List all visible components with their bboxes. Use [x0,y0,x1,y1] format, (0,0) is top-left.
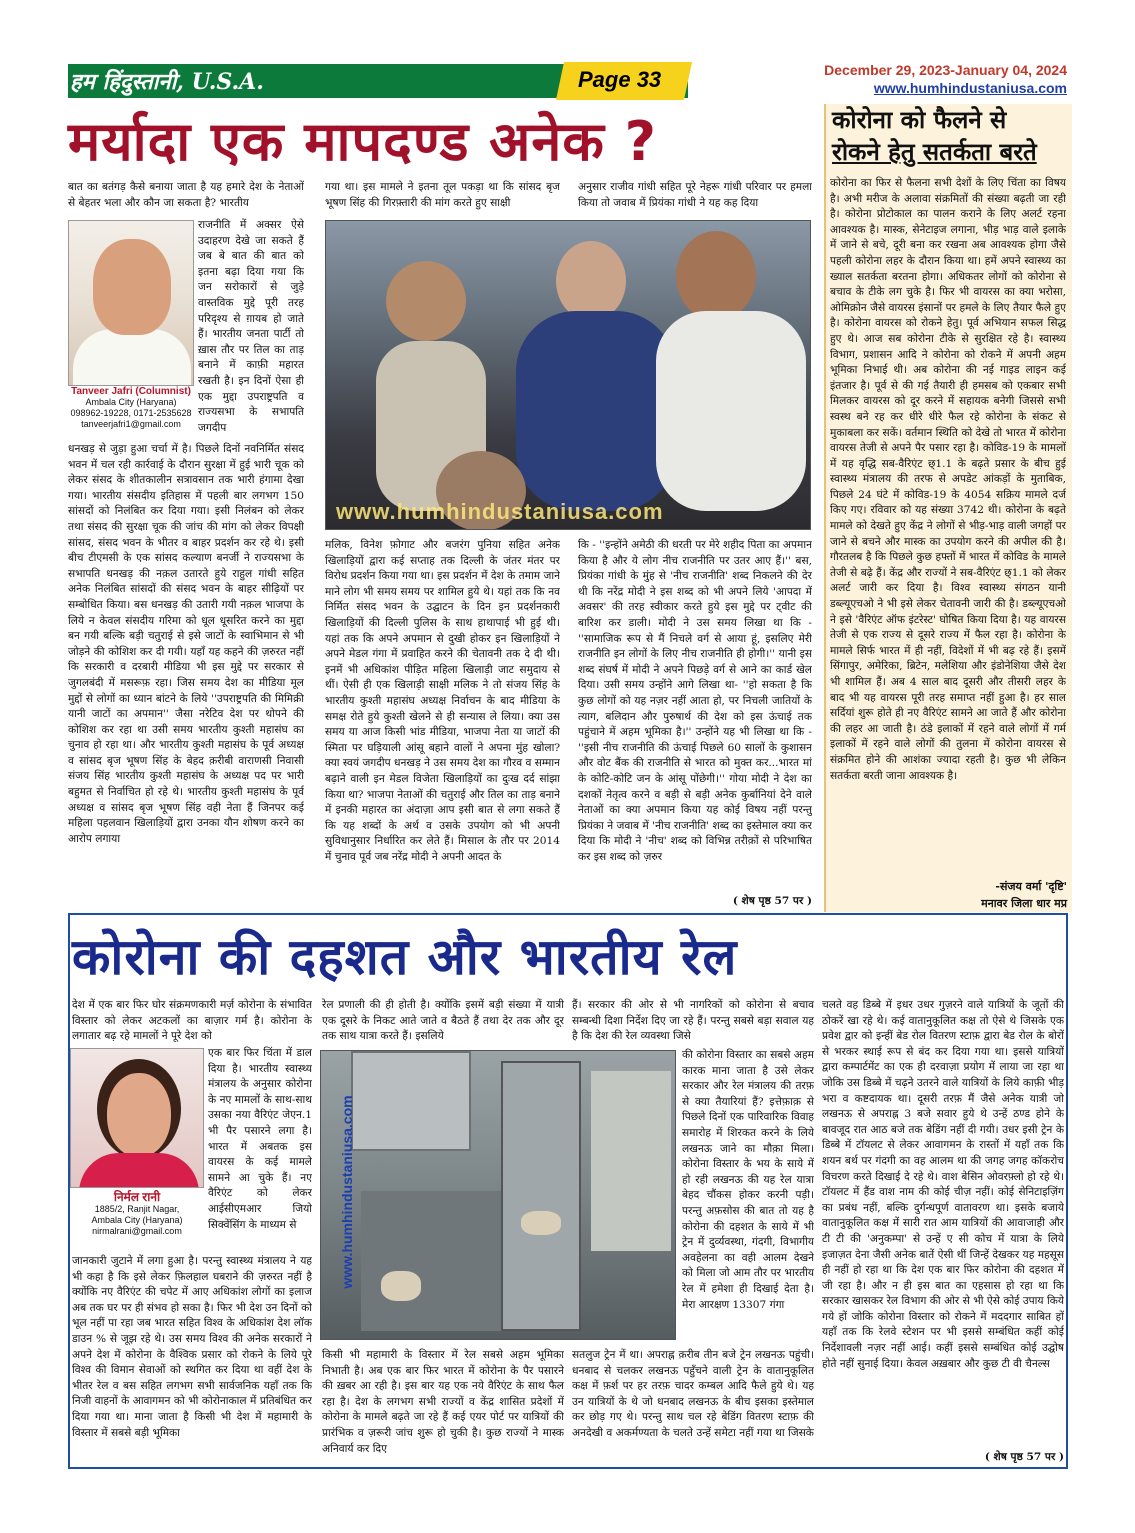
article1-col2-body: मलिक, विनेश फ़ोगाट और बजरंग पुनिया सहित अनेक खिलाड़ियों द्वारा कई सप्ताह तक दिल्ली के जंतर मंतर पर विरोध प्रदर्शन किया गया था। इस प्रदर्शन में देश के तमाम जाने माने लोग भी समय समय पर शामिल हुये थे। यहां तक कि नव निर्मित संसद भवन के उद्घाटन के दिन इन प्रदर्शनकारी खिलाड़ियों की दिल्ली पुलिस के साथ हाथापाई भी हुई थी। यहां तक कि अपने अपमान से दुखी होकर इन खिलाड़ियों ने अपने मेडल गंगा में प्रवाहित करने की चेतावनी तक दे दी थी। इनमें भी अधिकांश पीड़ित महिला खिलाड़ी जाट समुदाय से थीं। ऐसी ही एक खिलाड़ी साक्षी मलिक ने तो संजय सिंह के भारतीय कुश्ती महासंघ अध्यक्ष निर्वाचन के बाद मीडिया के समक्ष रोते हुये कुश्ती खेलने से ही सन्यास ले लिया। क्या उस समय या आज किसी भांड मीडिया, भाजपा नेता या जाटों की स्मिता पर घड़ियाली आंसू बहाने वालों ने अपना मुंह खोला? क्या स्वयं जगदीप धनखड़ ने उस समय देश का गौरव व सम्मान बढ़ाने वाली इन मेडल विजेता खिलाड़ियों का दुःख दर्द सांझा किया था? भाजपा नेताओं की चतुराई और तिल का ताड़ बनाने में इनकी महारत का अंदाज़ा आप इसी बात से लगा सकते हैं कि यह शब्दों के अर्थ व उसके उपयोग को भी अपनी सुविधानुसार निर्धारित कर लेते हैं। मिसाल के तौर पर 2014 में चुनाव पूर्व जब नरेंद्र मोदी ने अपनी आदत के [325,539,560,863]
author-name: Tanveer Jafri (Columnist) [71,386,191,397]
article2-continued: ( शेष पृष्ठ 57 पर ) [984,1451,1064,1463]
author2-address: 1885/2, Ranjit Nagar, [94,1204,180,1214]
article2-col2-body: किसी भी महामारी के विस्तार में रेल सबसे अहम भूमिका निभाती है। अब एक बार फिर भारत में कोरोना के पैर पसारने की ख़बर आ रही है। इस बार यह एक नये वैरिएंट के साथ फैल रहा है। देश के लगभग सभी राज्यों व केंद्र शासित प्रदेशों में कोरोना के मामले बढ़ते जा रहे हैं कई एयर पोर्ट पर यात्रियों की प्रारंभिक व ज़रूरी जांच शुरू हो चुकी है। कुछ राज्यों ने मास्क अनिवार्य कर दिए [322,1349,564,1455]
sidebar-headline [832,104,1068,168]
author-photo [68,220,194,386]
sidebar-author: -संजय वर्मा 'दृष्टि' [995,880,1067,893]
article2-col2-intro: रेल प्रणाली की ही होती है। क्योंकि इसमें बड़ी संख्या में यात्री एक दूसरे के निकट आते जाते व बैठते हैं तथा देर तक और दूर तक साथ यात्रा करते हैं। इसलिये [322,999,564,1043]
article2-col1-body: जानकारी जुटाने में लगा हुआ है। परन्तु स्वास्थ्य मंत्रालय ने यह भी कहा है कि इसे लेकर फ़िलहाल घबराने की ज़रुरत नहीं है क्योंकि नए वैरिएंट की चपेट में आए अधिकांश लोगों का इलाज अब तक घर पर ही संभव हो सका है। फिर भी देश उन दिनों को भूल नहीं पा रहा जब भारत सहित विश्व के अधिकांश देश लॉक डाउन % से जूझ रहे थे। उस समय विश्व की अनेक सरकारों ने अपने देश में कोरोना के वैश्विक प्रसार को रोकने के लिये पूरे विश्व की विमान सेवाओं को स्थगित कर दिया था वहीं देश के भीतर रेल व बस सहित लगभग सभी सार्वजनिक यहाँ तक कि निजी वाहनों के आवागमन को भी कोरोनाकाल में प्रतिबंधित कर दिया गया था। माना जाता है किसी भी देश में महामारी के विस्तार में सबसे बड़ी भूमिका [72,1255,312,1439]
article2-col4-body: चलते वह डिब्बे में इधर उधर गुज़रने वाले यात्रियों के जूतों की ठोकरें खा रहे थे। कई वातानुकूलित कक्ष तो ऐसे थे जिसके एक प्रवेश द्वार को इन्हीं बेड रोल वितरण स्टाफ़ द्वारा बेड रोल के बोरों से भरकर स्थाई रूप से बंद कर दिया गया था। इससे यात्रियों द्वारा कम्पार्टमेंट का एक ही दरवाज़ा प्रयोग में लाया जा रहा था जोकि उस डिब्बे में चढ़ने उतरने वाले यात्रियों के लिये काफ़ी भीड़ भरा व कष्टदायक था। दूसरी तरफ़ मैं जैसे अनेक यात्री जो लखनऊ से अपराह्न 3 बजे सवार हुये थे उन्हें ठण्ड होने के बावजूद रात आठ बजे तक बेडिंग नहीं दी गयी। उधर इसी ट्रेन के डिब्बे में टॉयलट से लेकर आवागमन के रास्तों में यहाँ तक कि शयन बर्थ पर गंदगी का वह आलम था की जगह जगह कॉकरोच विचरण करते दिखाई दे रहे थे। वाश बेसिन ओवरफ़्लो हो रहे थे। टॉयलट में हैंड वाश नाम की कोई चीज़ नहीं। कोई सेनिटाइज़िंग का प्रबंध नहीं, बल्कि दुर्गन्धपूर्ण वातावरण था। इसके बजाये वातानुकूलित कक्ष में सारी रात आम यात्रियों की आवाजाही और टी टी की 'अनुकम्पा' से उन्हें ए सी कोच में यात्रा के लिये इजाज़त देना जैसी अनेक बातें ऐसी थीं जिन्हें देखकर यह महसूस ही नहीं हो रहा था कि देश एक बार फिर कोरोना की दहशत में जी रहा है। और न ही इस बात का एहसास हो रहा था कि सरकार खासकर रेल विभाग की ओर से भी ऐसे कोई उपाय किये गये हों जोकि कोरोना विस्तार को रोकने में मददगार साबित हों यहाँ तक कि रेलवे स्टेशन पर भी इससे सम्बंधित कहीं कोई निर्देशावली नज़र नहीं आई। कहीं इससे सम्बंधित कोई उद्घोष होते नहीं सुनाई दिया। केवल अख़बार और कुछ टी वी चैनल्स [822,999,1064,1370]
masthead-title: हम हिंदुस्तानी, U.S.A. [70,69,264,95]
article1-col1-side: राजनीति में अक्सर ऐसे उदाहरण देखे जा सकते हैं जब बे बात की बात को इतना बढ़ा दिया गया कि जन सरोकारों से जुड़े वास्तविक मुद्दे पूरी तरह परिदृश्य से ग़ायब हो जाते हैं। भारतीय जनता पार्टी तो ख़ास तौर पर तिल का ताड़ बनाने में काफ़ी महारत रखती है। इन दिनों ऐसा ही एक मुद्दा उपराष्ट्रपति व राज्यसभा के सभापति जगदीप [198,219,304,434]
author2-name: निर्मल रानी [113,1190,161,1204]
article1-col2-intro: गया था। इस मामले ने इतना तूल पकड़ा था कि सांसद बृज भूषण सिंह की गिरफ़्तारी की मांग करते हुए साक्षी [325,181,560,209]
author-card [68,386,194,436]
wrestling-protest-photo [325,220,811,530]
article2-col3-intro: हैं। सरकार की ओर से भी नागरिकों को कोरोना से बचाव सम्बन्धी दिशा निर्देश दिए जा रहे हैं। परन्तु सबसे बड़ा सवाल यह है कि देश की रेल व्यवस्था जिसे [572,999,814,1043]
page-number: Page 33 [578,67,662,92]
author2-city: Ambala City (Haryana) [91,1215,183,1225]
article1-col3-body: कि - ''इन्होंने अमेठी की धरती पर मेरे शहीद पिता का अपमान किया है और ये लोग नीच राजनीति पर उतर आए हैं।'' बस, प्रियंका गांधी के मुंह से 'नीच राजनीति' शब्द निकलने की देर थी कि नरेंद्र मोदी ने इस शब्द को भी अपने लिये 'आपदा में अवसर' की तरह स्वीकार करते हुये इस मुद्दे पर ट्वीट की बारिश कर डाली। मोदी ने उस समय लिखा था कि - ''सामाजिक रूप से मैं निचले वर्ग से आया हूं, इसलिए मेरी राजनीति इन लोगों के लिए नीच राजनीति ही होगी।'' यानी इस शब्द संघर्ष में मोदी ने अपने पिछड़े वर्ग से आने का कार्ड खेल दिया। उसी समय उन्होंने आगे लिखा था- ''हो सकता है कि कुछ लोगों को यह नज़र नहीं आता हो, पर निचली जातियों के त्याग, बलिदान और पुरुषार्थ की देश को इस ऊंचाई तक पहुंचाने में अहम भूमिका है।'' उन्होंने यह भी लिखा था कि - ''इसी नीच राजनीति की ऊंचाई पिछले 60 सालों के कुशासन और वोट बैंक की राजनीति से भारत को मुक्त कर...भारत मां के कोटि-कोटि जन के आंसू पोंछेगी।'' गोया मोदी ने देश का दशकों नेतृत्व करने व बड़ी से बड़ी अनेक कुर्बानियां देने वाले नेताओं का क्या अपमान किया यह कोई विषय नहीं परन्तु प्रियंका ने जवाब में 'नीच राजनीति' शब्द का इस्तेमाल क्या कर दिया कि मोदी ने 'नीच' शब्द को विभिन्न तरीक़ों से परिभाषित कर इस शब्द को ज़रुर [578,539,812,863]
article2-col1-side: एक बार फिर चिंता में डाल दिया है। भारतीय स्वास्थ्य मंत्रालय के अनुसार कोरोना के नए मामलों के साथ-साथ उसका नया वैरिएंट जेएन.1 भी पैर पसारने लगा है। भारत में अबतक इस वायरस के कई मामले सामने आ चुके हैं। नए वैरिएंट को लेकर आईसीएमआर जियो सिक्वेंसिंग के माध्यम से [208,1047,312,1231]
sidebar-signature [981,878,1067,912]
author-email: tanveerjafri1@gmail.com [81,419,181,429]
train-photo-watermark: www.humhindustaniusa.com [339,1095,355,1289]
article2-col3-side: की कोरोना विस्तार का सबसे अहम कारक माना जाता है उसे लेकर सरकार और रेल मंत्रालय की तरफ़ से क्या तैयारियां हैं? इत्तेफ़ाक़ से पिछले दिनों एक पारिवारिक विवाह समारोह में शिरकत करने के लिये लखनऊ जाने का मौक़ा मिला। कोरोना विस्तार के भय के साये में हो रही लखनऊ की यह रेल यात्रा बेहद चौंकस होकर करनी पड़ी। परन्तु अफ़सोस की बात तो यह है कोरोना की दहशत के साये में भी ट्रेन में दुर्व्यवस्था, गंदगी, विभागीय अवहेलना का वही आलम देखने को मिला जो आम तौर पर भारतीय रेल में हमेशा ही दिखाई देता है। मेरा आरक्षण 13307 गंगा [682,1049,814,1311]
sidebar-body: कोरोना का फिर से फैलना सभी देशों के लिए चिंता का विषय है। अभी मरीज के अलावा संक्रमितों की संख्या बढ़ती जा रही है। कोरोना प्रोटोकाल का पालन कराने के लिए अलर्ट रहना आवश्यक है। मास्क, सेनेटाइज लगाना, भीड़ भाड़ वाले इलाके में जाने से बचे, दूरी बना कर रखना अब आवश्यक होगा जैसे पहली कोरोना लहर के दौरान किया था। हमें अपने स्वास्थ्य का ख्याल सतर्कता बरतना होगा। अधिकतर लोगों को कोरोना से बचाव के टीके लग चुके है। फिर भी वायरस का क्या भरोसा, ओमिक्रोन जैसे वायरस इंसानों पर हमले के लिए तैयार फैले हुए है। कोरोना वायरस को रोकने हेतु। पूर्व अभियान सफल सिद्ध हुए थे। आज सब कोरोना टीके से सुरक्षित रहे है। स्वास्थ्य विभाग, प्रशासन आदि ने कोरोना को रोकने में अपनी अहम भूमिका निभाई थी। अब कोरोना की नई गाइड लाइन कई इंतजार है। पूर्व से की गई तैयारी ही हमसब को एकबार सभी मिलकर वायरस को दूर करने में सहायक बनेगी जिससे सभी स्वस्थ बने रह कर धीरे धीरे फैल रहे कोरोना के संकट से मुकाबला कर सकें। वर्तमान स्थिति को देखे तो भारत में कोरोना वायरस तेजी से अपने पैर पसार रहा है। कोविड-19 के मामलों में यह वृद्धि सब-वैरिएंट छ्1.1 के बढ़ते प्रसार के बीच हुई स्वास्थ्य मंत्रालय की तरफ से अपडेट आंकड़ों के मुताबिक, पिछले 24 घंटे में कोविड-19 के 4054 सक्रिय मामले दर्ज किए गए। रविवार को यह संख्या 3742 थी। कोरोना के बढ़ते मामले को देखते हुए केंद्र ने लोगों से भीड़-भाड़ वाली जगहों पर जाने से बचने और मास्क का उपयोग करने की अपील की है। गौरतलब है कि पिछले कुछ हफ्तों में भारत में कोविड के मामले तेजी से बढ़े हैं। केंद्र और राज्यों ने सब-वैरिएंट छ्1.1 को लेकर अलर्ट जारी कर दिया है। विश्व स्वास्थ्य संगठन यानी डब्ल्यूएचओ ने भी इसे लेकर चेतावनी जारी की है। डब्ल्यूएचओ ने इसे 'वैरिएंट ऑफ इंटरेस्ट' घोषित किया दिया है। यह वायरस तेजी से एक राज्य से दूसरे राज्य में फैल रहा है। कोरोना के मामले सिर्फ भारत में ही नहीं, विदेशों में भी बढ़ रहे हैं। इसमें सिंगापुर, अमेरिका, ब्रिटेन, मलेशिया और इंडोनेशिया जैसे देश भी शामिल हैं। अब 4 साल बाद दूसरी और तीसरी लहर के बाद भी यह वायरस पूरी तरह समाप्त नहीं हुआ है। हर साल सर्दियां शुरू होते ही नए वैरिएंट सामने आ जाते हैं और कोरोना की लहर आ जाती है। ठंडे इलाकों में रहने वाले लोगों में गर्म इलाकों में रहने वाले लोगों की तुलना में कोरोना वायरस से संक्रमित होने की आशंका ज्यादा रहती है। कुछ भी लेकिन सतर्कता बरती जाना आवश्यक है। [830,177,1066,782]
author2-photo [70,1048,204,1188]
issue-date: December 29, 2023-January 04, 2024 [824,62,1067,78]
author2-card [70,1190,204,1246]
author-city: Ambala City (Haryana) [85,397,177,407]
sidebar-headline-line1: कोरोना को फैलने से [832,106,1007,134]
website-link[interactable]: www.humhindustaniusa.com [873,80,1067,96]
article1-headline: मर्यादा एक मापदण्ड अनेक ? [68,110,657,173]
sidebar-place: मनावर जिला धार मप्र [981,897,1067,910]
photo-watermark: www.humhindustaniusa.com [336,499,664,524]
article2-headline: कोरोना की दहशत और भारतीय रेल [72,928,738,986]
article2-col3-body: सतलुज ट्रेन में था। अपराह्न क़रीब तीन बजे ट्रेन लखनऊ पहुंची। धनबाद से चलकर लखनऊ पहुँचने वाली ट्रेन के वातानुकूलित कक्ष में फ़र्श पर हर तरफ़ चादर कम्बल आदि फैले हुये थे। यह उन यात्रियों के थे जो धनबाद लखनऊ के बीच इसका इस्तेमाल कर छोड़ गए थे। परन्तु साथ चल रहे बेडिंग वितरण स्टाफ़ की अनदेखी व अकर्मण्यता के चलते उन्हें समेटा नहीं गया था जिसके [572,1349,814,1439]
train-coach-photo [320,1050,676,1340]
article1-continued: ( शेष पृष्ठ 57 पर ) [732,895,812,907]
author-phone: 098962-19228, 0171-2535628 [70,408,192,418]
article2-col1-intro: देश में एक बार फिर घोर संक्रमणकारी मर्ज़ कोरोना के संभावित विस्तार को लेकर अटकलों का बाज़ार गर्म है। कोरोना के लगातार बढ़ रहे मामलों ने पूरे देश को [72,999,312,1043]
author2-email: nirmalrani@gmail.com [92,1226,182,1236]
article1-col1-body: धनखड़ से जुड़ा हुआ चर्चा में है। पिछले दिनों नवनिर्मित संसद भवन में चल रही कार्रवाई के दौरान सुरक्षा में हुई भारी चूक को लेकर संसद के शीतकालीन सत्रावसान तक भारी हंगामा देखा गया। भारतीय संसदीय इतिहास में पहली बार लगभग 150 सांसदों को निलंबित कर दिया गया। इसी निलंबन को लेकर तथा संसद की सुरक्षा चूक की जांच की मांग को लेकर विपक्षी सांसद, संसद भवन के भीतर व बाहर प्रदर्शन कर रहे थे। इसी बीच टीएमसी के एक सांसद कल्याण बनर्जी ने राज्यसभा के सभापति धनखड़ की नक़ल उतारते हुये राहुल गांधी सहित अनेक निलंबित सांसदों की संसद भवन के बाहर सीढ़ियों पर सम्बोधित किया। बस धनखड़ की उतारी गयी नक़ल भाजपा के लिये न केवल संसदीय गरिमा को धूल धूसरित करने का मुद्दा बन गयी बल्कि बड़ी चतुराई से इसे जाटों के स्वाभिमान से भी जोड़ने की कोशिश कर दी गयी। यहाँ यह कहने की ज़रुरत नहीं कि सरकारी व दरबारी मीडिया भी इस मुद्दे पर सरकार से जुगलबंदी में मसरूफ़ रहा। जिस समय देश का मीडिया मूल मुद्दों से लोगों का ध्यान बांटने के लिये ''उपराष्ट्रपति की मिमिक्री यानी जाटों का अपमान'' जैसा नरेटिव देश पर थोपने की कोशिश कर रहा था उसी समय भारतीय कुश्ती महासंघ का चुनाव हो रहा था। और भारतीय कुश्ती महासंघ के पूर्व अध्यक्ष व सांसद बृज भूषण सिंह के बेहद क़रीबी वाराणसी निवासी संजय सिंह भारतीय कुश्ती महासंघ के अध्यक्ष पद पर भारी बहुमत से निर्वाचित हो रहे थे। भारतीय कुश्ती महासंघ के पूर्व अध्यक्ष व सांसद बृज भूषण सिंह वही नेता हैं जिनपर कई महिला पहलवान खिलाड़ियों द्वारा उनका यौन शोषण करने का आरोप लगाया [68,443,304,845]
article1-col1-intro: बात का बतंगड़ कैसे बनाया जाता है यह हमारे देश के नेताओं से बेहतर भला और कौन जा सकता है? भारतीय [68,181,304,209]
article1-col3-intro: अनुसार राजीव गांधी सहित पूरे नेहरू गांधी परिवार पर हमला किया तो जवाब में प्रियंका गांधी ने यह कह दिया [578,181,812,209]
sidebar-headline-line2: रोकने हेतु सतर्कता बरते [832,138,1037,166]
